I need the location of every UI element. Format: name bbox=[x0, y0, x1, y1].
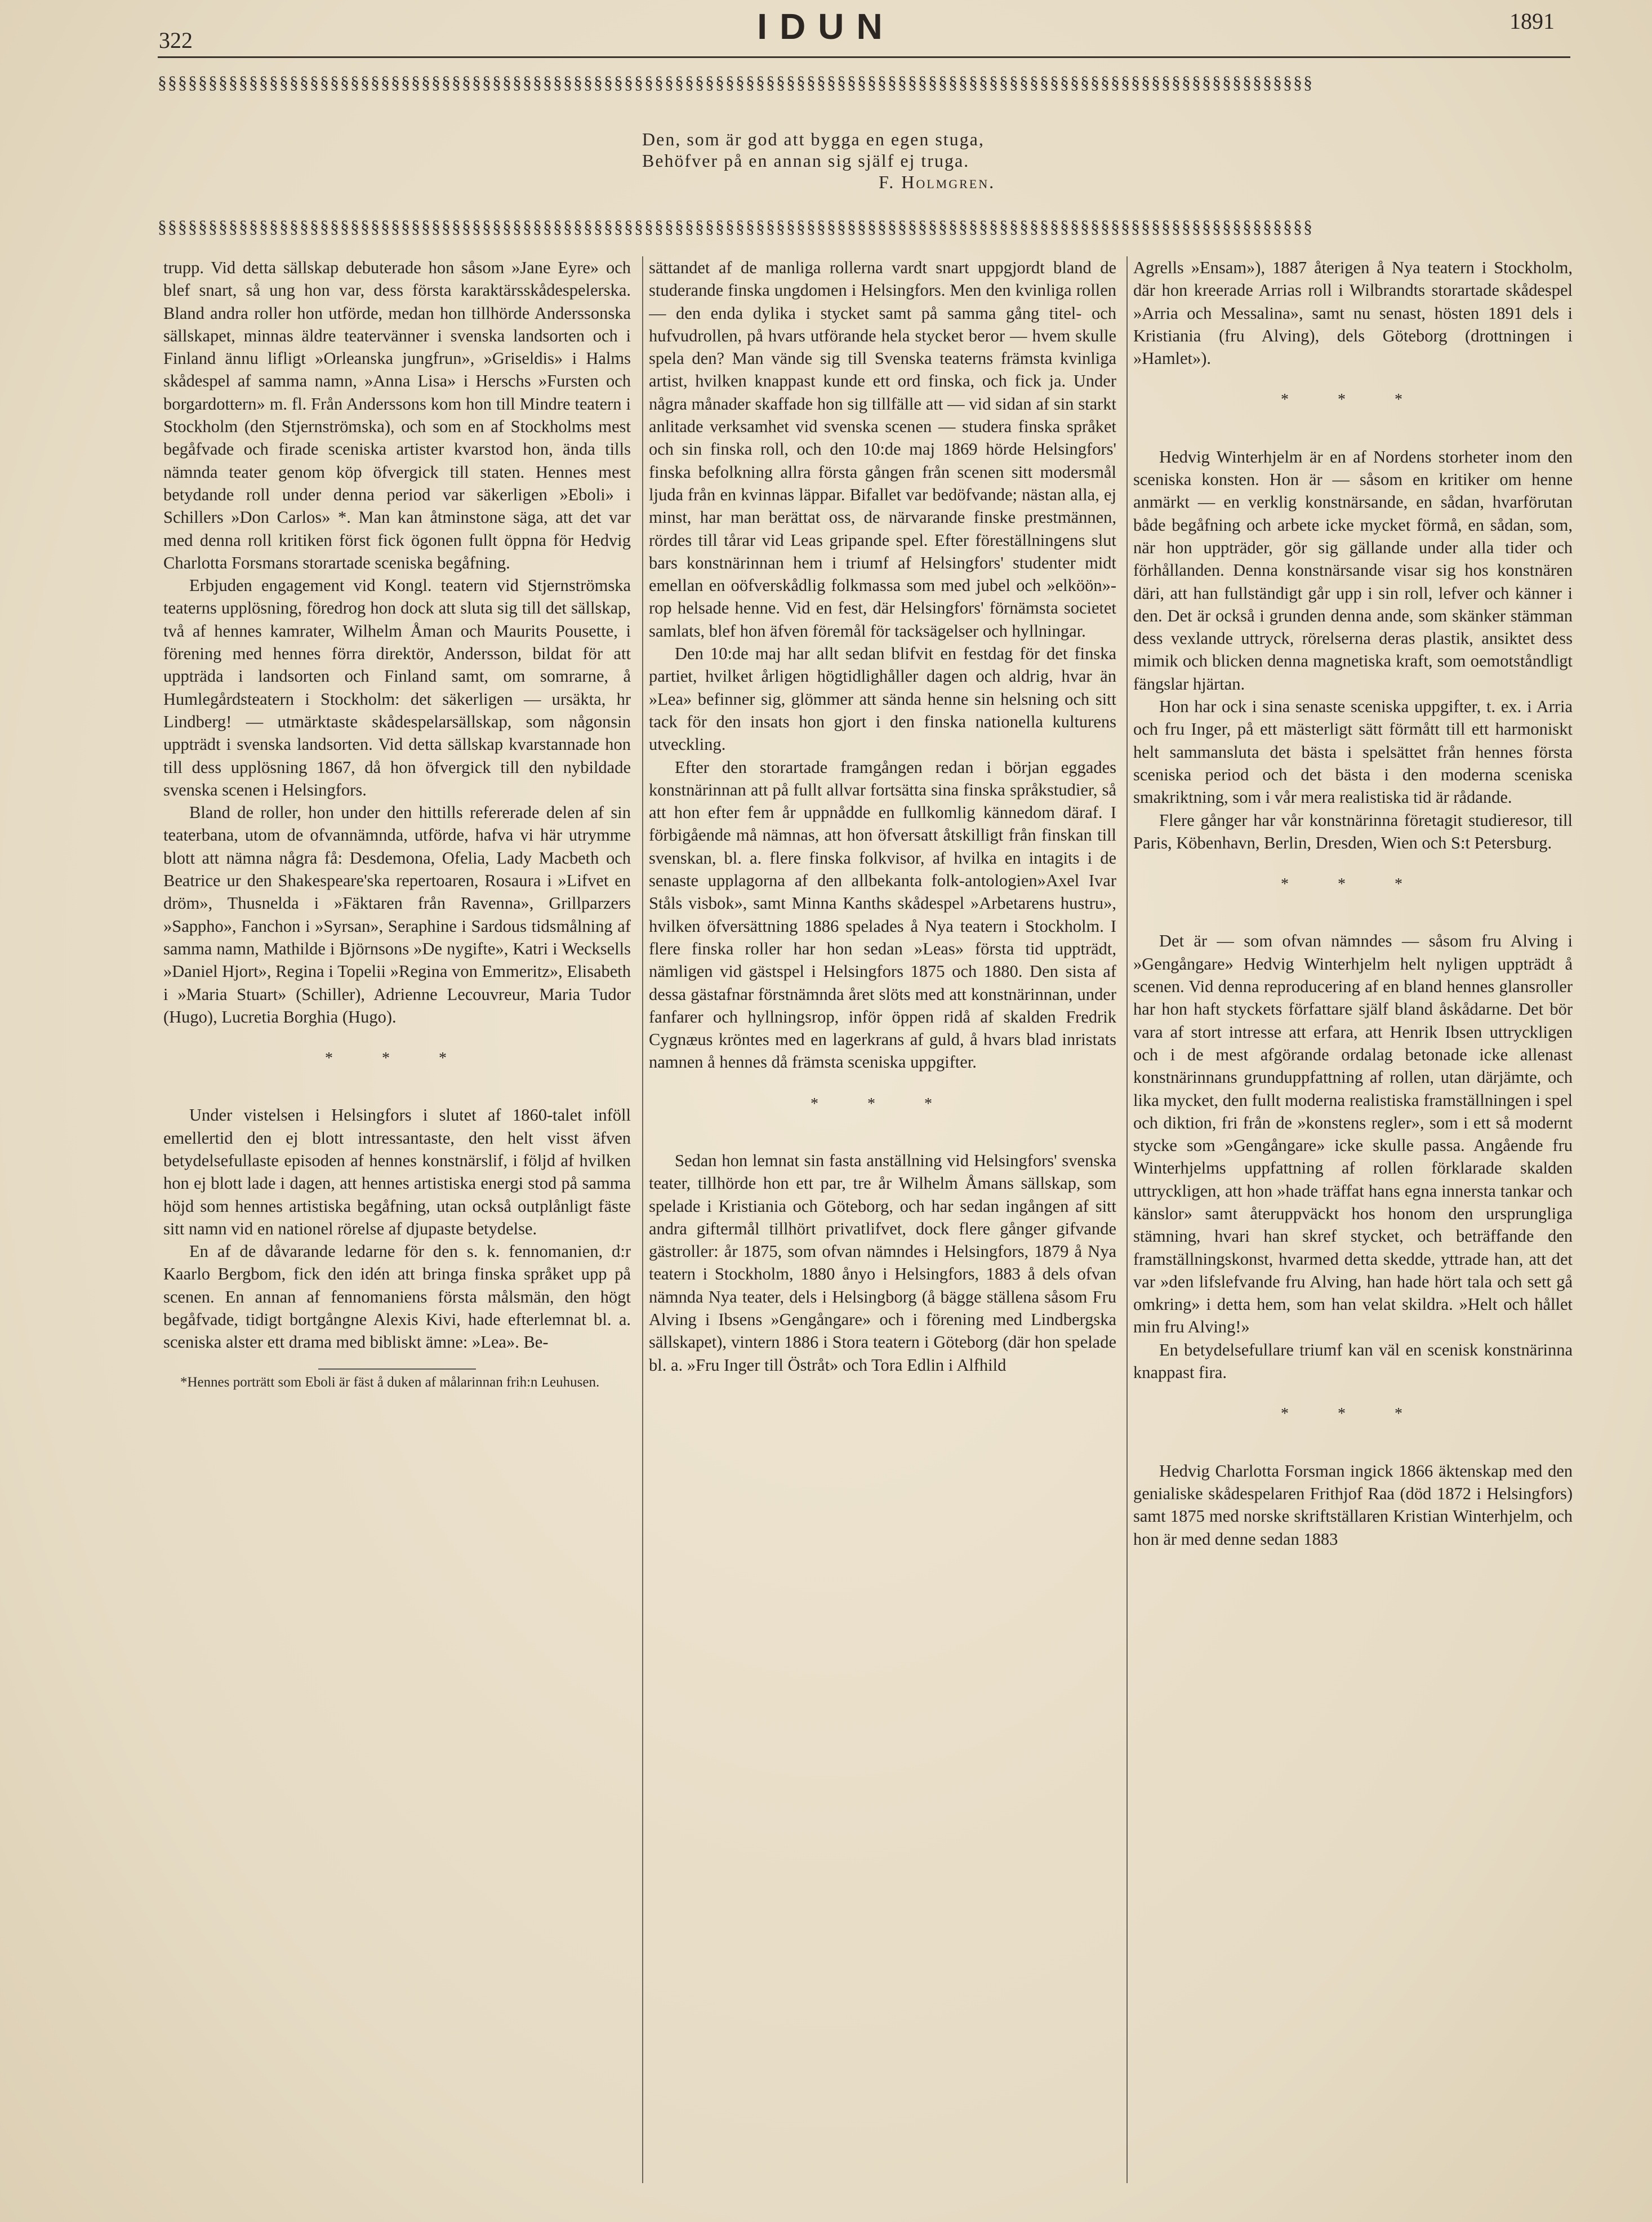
section-divider: * * * bbox=[1281, 876, 1425, 894]
masthead-title: IDUN bbox=[757, 6, 895, 47]
section-divider: * * * bbox=[1281, 391, 1425, 409]
page-number: 322 bbox=[159, 28, 193, 53]
section-divider: * * * bbox=[325, 1050, 469, 1068]
paragraph: Flere gånger har vår konstnärinna företagit studieresor, till Paris, Köbenhavn, Berlin, Dresden, Wien och S:t Petersburg. bbox=[1133, 810, 1573, 852]
footnote-rule bbox=[318, 1368, 476, 1370]
paragraph: En af de dåvarande ledarne för den s. k. fennomanien, d:r Kaarlo Bergbom, fick den idén att bringa finska språket upp på scenen. En annan af fennomaniens första målsmän, den högt begåfvade, tidigt bortgångne Alexis Kivi, hade efterlemnat bl. a. sceniska alster ett drama med bibliskt ämne: »Lea». Be- bbox=[163, 1242, 631, 1352]
column-divider bbox=[1126, 256, 1128, 2183]
paragraph: trupp. Vid detta sällskap debuterade hon såsom »Jane Eyre» och blef snart, så ung hon var, dess första karaktärsskådespelerska. Bland andra roller hon utförde, medan hon tillhörde Anderssonska sällskapet, minnas äldre teatervänner i svenska landsorten och i Finland ännu lifligt »Orleanska jungfrun», »Griseldis» i Halms skådespel af samma namn, »Anna Lisa» i Herschs »Fursten och borgardottern» m. fl. Från Anderssons kom hon till Mindre teatern i Stockholm (den Stjernströmska), och som en af Stockholms mest begåfvade och firade sceniska artister kvarstod hon, ända tills nämnda teater genom köp öfvergick till staten. Hennes mest betydande roll under denna period var säkerligen »Eboli» i Schillers »Don Carlos» *. Man kan åtminstone säga, att det var med denna roll kritiken först fick ögonen fullt öppna för Hedvig Charlotta Forsmans storartade sceniska begåfning. bbox=[163, 258, 631, 572]
column-3 bbox=[1133, 256, 1573, 2189]
ornament-border-bottom: §§§§§§§§§§§§§§§§§§§§§§§§§§§§§§§§§§§§§§§§§§§§§§§§§§§§§§§§§§§§§§§§§§§§§§§§§§§§§§§§§§§§§§§§§§§§§§§§§§§§§§§§§§§§§§§§§§ bbox=[158, 216, 1313, 237]
paragraph: Hon har ock i sina senaste sceniska uppgifter, t. ex. i Arria och fru Inger, på ett mästerligt sätt förmått till ett harmoniskt helt sammansluta det bästa i spelsättet från hennes första sceniska period och det bästa i den moderna sceniska smakriktning, som i vår mera realistiska tid är rådande. bbox=[1133, 697, 1573, 807]
paragraph: sättandet af de manliga rollerna vardt snart uppgjordt bland de studerande finska ungdomen i Helsingfors. Men den kvinliga rollen — den enda dylika i stycket samt på samma gång titel- och hufvudrollen, på hvars utförande hela stycket beror — hvem skulle spela den? Man vände sig till Svenska teaterns främsta kvinliga artist, hvilken knappast kunde ett ord finska, och fick ja. Under några månader skaffade hon sig tillfälle att — vid sidan af sin starkt anlitade verksamhet vid svenska scenen — studera finska språket och sin finska roll, och den 10:de maj 1869 hörde Helsingfors' finska befolkning allra första gången från scenen sitt modersmål ljuda från en kvinnas läppar. Bifallet var bedöfvande; nästan alla, ej minst, har man berättat oss, de närvarande finske prestmännen, rördes till tårar vid Leas gripande spel. Efter föreställningens slut bars konstnärinnan hem i triumf af Helsingfors' studenter midt emellan en oöfverskådlig folkmassa som med jubel och »elköön»-rop helsade henne. Vid en fest, där Helsingfors' förnämsta societet samlats, blef hon äfven föremål för tacksägelser och hyllningar. bbox=[649, 258, 1116, 641]
paragraph: Agrells »Ensam»), 1887 återigen å Nya teatern i Stockholm, där hon kreerade Arrias roll i Wilbrandts storartade skådespel »Arria och Messalina», samt nu senast, hösten 1891 dels i Kristiania (fru Alving), dels Göteborg (drottningen i »Hamlet»). bbox=[1133, 258, 1573, 368]
header-rule bbox=[158, 56, 1570, 58]
motto-line-1: Den, som är god att bygga en egen stuga, bbox=[642, 129, 985, 149]
paragraph: En betydelsefullare triumf kan väl en scenisk konstnärinna knappast fira. bbox=[1133, 1340, 1573, 1383]
paragraph: Efter den storartade framgången redan i början eggades konstnärinnan att på fullt allvar fortsätta sina finska språkstudier, så att hon efter fem år uppnådde en fullkomlig kännedom däraf. I förbigående må nämnas, att hon öfversatt åtskilligt från finskan till svenskan, bl. a. flere finska folkvisor, af hvilka en intagits i de senaste upplagorna af den allbekanta folk-antologien»Axel Ivar Ståls visbok», samt Minna Kanths skådespel »Arbetarens hustru», hvilken öfversättning 1886 spelades å Nya teatern i Stockholm. I flere finska roller har hon sedan »Leas» första tid uppträdt, nämligen vid gästspel i Helsingfors 1875 och 1880. Den sista af dessa gästafnar förstnämnda året slöts med att konstnärinnan, under fanfarer och hyllningsrop, inför öppen ridå af skalden Fredrik Cygnæus kröntes med en lagerkrans af guld, å hvars blad inristats namnen å hennes då främsta sceniska uppgifter. bbox=[649, 757, 1116, 1072]
section-divider: * * * bbox=[811, 1095, 955, 1113]
column-1 bbox=[163, 256, 631, 2189]
motto-line-2: Behöfver på en annan sig själf ej truga. bbox=[642, 150, 970, 171]
section-divider: * * * bbox=[1281, 1405, 1425, 1423]
paragraph: Den 10:de maj har allt sedan blifvit en festdag för det finska partiet, hvilket årligen högtidlighåller dagen och aldrig, hvar än »Lea» befinner sig, glömmer att sända henne sin helsning och sitt tack för den insats hon gjort i den finska nationella kulturens utveckling. bbox=[649, 644, 1116, 754]
paragraph: Bland de roller, hon under den hittills refererade delen af sin teaterbana, utom de ofvannämnda, utförde, hafva vi här utrymme blott att nämna några få: Desdemona, Ofelia, Lady Macbeth och Beatrice ur den Shakespeare'ska repertoaren, Rosaura i »Lifvet en dröm», Thusnelda i »Fäktaren från Ravenna», Grillparzers »Sappho», Fanchon i »Syrsan», Seraphine i Sardous tidsmålning af samma namn, Mathilde i Björnsons »De nygifte», Katri i Wecksells »Daniel Hjort», Regina i Topelii »Regina von Emmeritz», Elisabeth i »Maria Stuart» (Schiller), Adrienne Lecouvreur, Maria Tudor (Hugo), Lucretia Borghia (Hugo). bbox=[163, 803, 631, 1026]
paragraph: Det är — som ofvan nämndes — såsom fru Alving i »Gengångare» Hedvig Winterhjelm helt nyligen uppträdt å scenen. Vid denna reproducering af en bland hennes glansroller har hon haft styckets författare själf bland åskådarne. Det bör vara af stort intresse att erfara, att Henrik Ibsen uttryckligen och i de mest afgörande ordalag betonade icke allenast konstnärinnans grunduppfattning af rollen, utan därjämte, och lika mycket, den fullt moderna realistiska framställningen i spel och diktion, fri från de »konstens regler», som i ett så modernt stycke som »Gengångare» icke skulle passa. Angående fru Winterhjelms uppfattning af rollen förklarade skalden uttryckligen, att hon »hade träffat hans egna innersta tankar och känslor» samt återuppväckt hos honom den ursprungliga stämning, hvari han skref stycket, och beträffande den framställningskonst, hvarmed detta skedde, yttrade han, att det var »den lifslefvande fru Alving, han hade hört tala och sett gå omkring» i detta hem, som han velat skildra. »Helt och hållet min fru Alving!» bbox=[1133, 931, 1573, 1337]
page-year: 1891 bbox=[1509, 8, 1555, 34]
motto bbox=[642, 128, 1183, 193]
paragraph: Under vistelsen i Helsingfors i slutet af 1860-talet inföll emellertid den ej blott intressantaste, den helt visst äfven betydelsefullaste episoden af hennes konstnärslif, i följd af hvilken hon ej blott lade i dagen, att hennes artistiska energi stod på samma höjd som hennes artistiska begåfning, utan också outplånligt fäste sitt namn vid en nationel rörelse af djupaste betydelse. bbox=[163, 1105, 631, 1238]
paragraph: Hedvig Charlotta Forsman ingick 1866 äktenskap med den genialiske skådespelaren Frithjof Raa (död 1872 i Helsingfors) samt 1875 med norske skriftställaren Kristian Winterhjelm, och hon är med denne sedan 1883 bbox=[1133, 1461, 1573, 1549]
column-2 bbox=[649, 256, 1116, 2189]
ornament-border-top: §§§§§§§§§§§§§§§§§§§§§§§§§§§§§§§§§§§§§§§§§§§§§§§§§§§§§§§§§§§§§§§§§§§§§§§§§§§§§§§§§§§§§§§§§§§§§§§§§§§§§§§§§§§§§§§§§§ bbox=[158, 72, 1313, 92]
column-divider bbox=[642, 256, 643, 2183]
motto-author: F. Holmgren. bbox=[879, 172, 996, 192]
paragraph: Sedan hon lemnat sin fasta anställning vid Helsingfors' svenska teater, tillhörde hon ett par, tre år Wilhelm Åmans sällskap, som spelade i Kristiania och Göteborg, och har sedan ingången af sitt andra giftermål tillhört privatlifvet, dock flere gånger gifvande gästroller: år 1875, som ofvan nämndes i Helsingfors, 1879 å Nya teatern i Stockholm, 1880 ånyo i Helsingfors, 1883 å dels ofvan nämnda Nya teater, dels i Helsingborg (å bägge ställena såsom Fru Alving i Ibsens »Gengångare» och i förening med Lindbergska sällskapet), vintern 1886 i Stora teatern i Göteborg (där hon spelade bl. a. »Fru Inger till Östråt» och Tora Edlin i Alfhild bbox=[649, 1150, 1116, 1375]
paragraph: Hedvig Winterhjelm är en af Nordens storheter inom den sceniska konsten. Hon är — såsom en kritiker om henne anmärkt — en verklig konstnärsande, en sådan, hvarförutan både begåfning och arbete icke mycket förmå, en sådan, som, när hon uppträder, gör sig gällande under alla tider och förhållanden. Denna konstnärsande visar sig hos konstnären däri, att han fullständigt går upp i sin roll, lefver och känner i den. Det är också i grunden denna ande, som skänker stämman dess vexlande uttryck, rörelserna deras plastik, ansiktet dess mimik och blicken denna magnetiska kraft, som oemotståndligt fängslar hjärtan. bbox=[1133, 447, 1573, 694]
footnote: *Hennes porträtt som Eboli är fäst å duken af målarinnan frih:n Leuhusen. bbox=[180, 1374, 600, 1390]
paragraph: Erbjuden engagement vid Kongl. teatern vid Stjernströmska teaterns upplösning, föredrog hon dock att sluta sig till det sällskap, två af hennes kamrater, Wilhelm Åman och Maurits Pousette, i förening med hennes förra direktör, Andersson, bildat för att uppträda i landsorten och Finland samt, om somrarne, å Humlegårdsteatern i Stockholm: det säkerligen — ursäkta, hr Lindberg! — utmärktaste skådespelarsällskap, som någonsin uppträdt i svenska landsorten. Vid detta sällskap kvarstannade hon till dess upplösning 1867, då hon öfvergick till den nybildade svenska scenen i Helsingfors. bbox=[163, 576, 631, 799]
